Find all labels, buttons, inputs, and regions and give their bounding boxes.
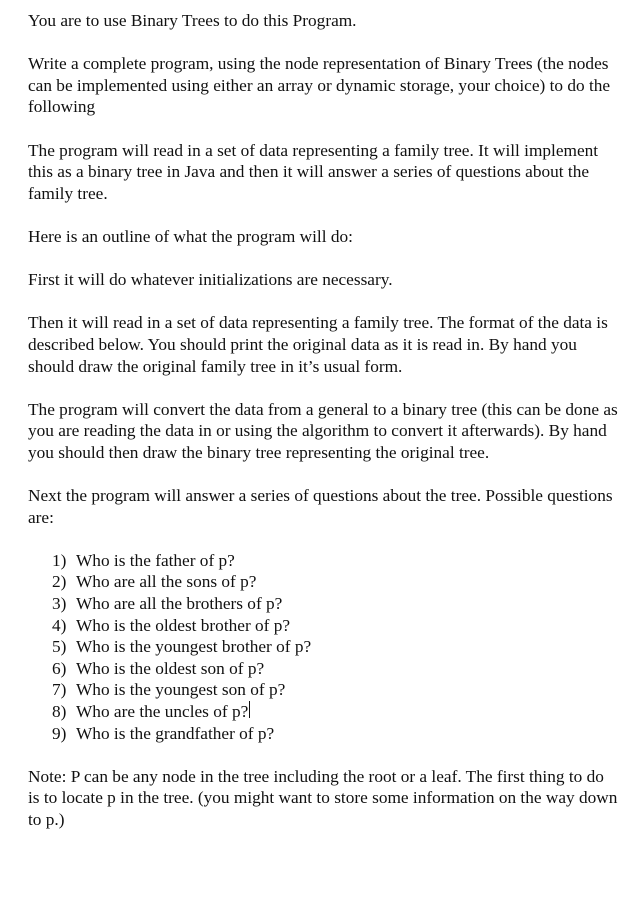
question-text: Who are the uncles of p? [76, 702, 249, 721]
note-paragraph: Note: P can be any node in the tree including the root or a leaf. The first thing to do is to locate p in the tree. (you might want to store some information on the way down to p.) [28, 766, 618, 829]
question-number: 7) [52, 680, 67, 700]
list-item [52, 701, 618, 723]
family-tree-description: The program will read in a set of data representing a family tree. It will implement this as a binary tree in Java and then it will answer a series of questions about the family tree. [28, 140, 599, 203]
outline-heading: Here is an outline of what the program will do: [28, 226, 353, 246]
list-item [52, 679, 618, 701]
question-number: 2) [52, 572, 67, 592]
read-data-step: Then it will read in a set of data representing a family tree. The format of the data is described below. You should print the original data as it is read in. By hand you should draw the original family tree in it’s usual form. [28, 313, 608, 376]
convert-tree-step: The program will convert the data from a general to a binary tree (this can be done as you are reading the data in or using the algorithm to convert it afterwards). By hand you should then draw the binary tree representing the original tree. [28, 399, 618, 462]
question-number: 8) [52, 702, 67, 721]
list-item [52, 550, 618, 572]
list-item [52, 615, 618, 637]
question-text: Who is the youngest brother of p? [76, 637, 312, 657]
list-item [52, 723, 618, 745]
list-item [52, 658, 618, 680]
question-text: Who are all the brothers of p? [76, 594, 283, 614]
initialization-step: First it will do whatever initializations are necessary. [28, 270, 393, 290]
questions-list [28, 550, 618, 744]
question-number: 4) [52, 615, 67, 635]
program-description: Write a complete program, using the node representation of Binary Trees (the nodes can be implemented using either an array or dynamic storage, your choice) to do the following [28, 54, 611, 117]
text-cursor [249, 701, 250, 718]
question-number: 9) [52, 723, 67, 743]
question-number: 6) [52, 658, 67, 678]
question-text: Who is the grandfather of p? [76, 723, 275, 743]
question-text: Who is the oldest son of p? [76, 658, 265, 678]
list-item [52, 593, 618, 615]
question-text: Who is the father of p? [76, 550, 235, 570]
question-number: 3) [52, 594, 67, 614]
document-page [28, 10, 618, 852]
question-number: 1) [52, 550, 67, 570]
questions-intro: Next the program will answer a series of questions about the tree. Possible questions are: [28, 486, 613, 527]
question-text: Who is the oldest brother of p? [76, 615, 291, 635]
question-number: 5) [52, 637, 67, 657]
question-text: Who are all the sons of p? [76, 572, 257, 592]
list-item [52, 636, 618, 658]
list-item [52, 571, 618, 593]
question-text: Who is the youngest son of p? [76, 680, 286, 700]
intro-line: You are to use Binary Trees to do this Program. [28, 11, 357, 30]
